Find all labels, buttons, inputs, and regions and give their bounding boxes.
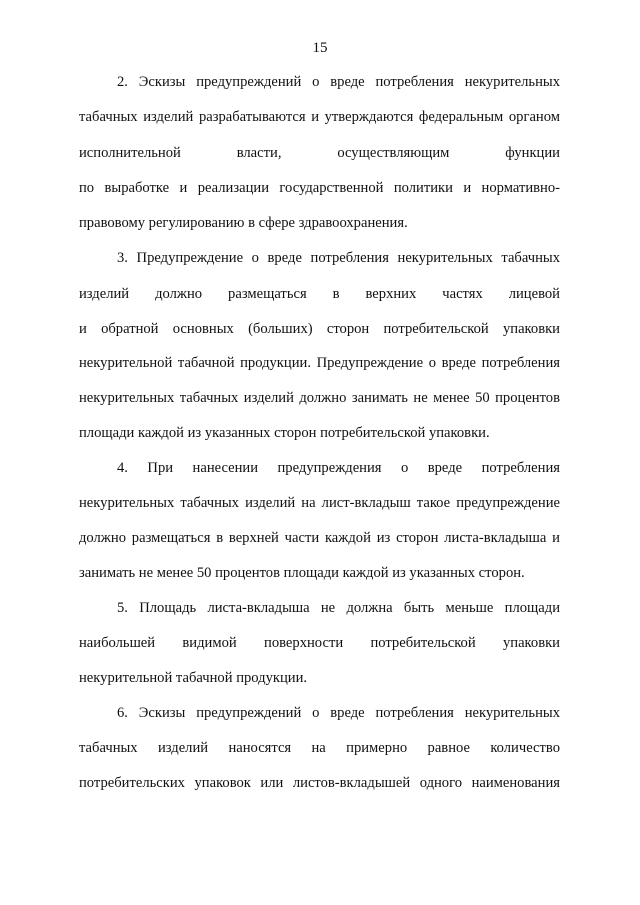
text-line: некурительной табачной продукции.	[79, 670, 308, 686]
page-number: 15	[312, 40, 328, 56]
text-line: 3. Предупреждение о вреде потребления некурительных табачных	[117, 250, 560, 266]
text-line: потребительских упаковок или листов-вкладышей одного наименования	[79, 775, 560, 791]
text-line: некурительных табачных изделий должно занимать не менее 50 процентов	[79, 390, 560, 406]
text-line: по выработке и реализации государственной политики и нормативно-	[79, 180, 560, 196]
text-line: табачных изделий разрабатываются и утверждаются федеральным органом	[79, 109, 560, 125]
text-line: некурительных табачных изделий на лист-вкладыш такое предупреждение	[79, 495, 560, 511]
text-line: правовому регулированию в сфере здравоохранения.	[79, 215, 408, 231]
text-line: площади каждой из указанных сторон потребительской упаковки.	[79, 425, 490, 441]
text-line: 6. Эскизы предупреждений о вреде потребления некурительных	[117, 705, 560, 721]
text-line: табачных изделий наносятся на примерно равное количество	[79, 740, 560, 756]
text-line: некурительной табачной продукции. Предупреждение о вреде потребления	[79, 355, 560, 371]
text-line: 2. Эскизы предупреждений о вреде потребления некурительных	[117, 74, 560, 90]
text-line: 5. Площадь листа-вкладыша не должна быть меньше площади	[117, 600, 560, 616]
text-line: должно размещаться в верхней части каждой из сторон листа-вкладыша и	[79, 530, 560, 546]
text-line: исполнительной власти, осуществляющим функции	[79, 145, 560, 161]
text-line: изделий должно размещаться в верхних частях лицевой	[79, 286, 560, 302]
text-line: занимать не менее 50 процентов площади каждой из указанных сторон.	[79, 565, 525, 581]
text-line: наибольшей видимой поверхности потребительской упаковки	[79, 635, 560, 651]
text-line: 4. При нанесении предупреждения о вреде потребления	[117, 460, 560, 476]
text-line: и обратной основных (больших) сторон потребительской упаковки	[79, 321, 560, 337]
